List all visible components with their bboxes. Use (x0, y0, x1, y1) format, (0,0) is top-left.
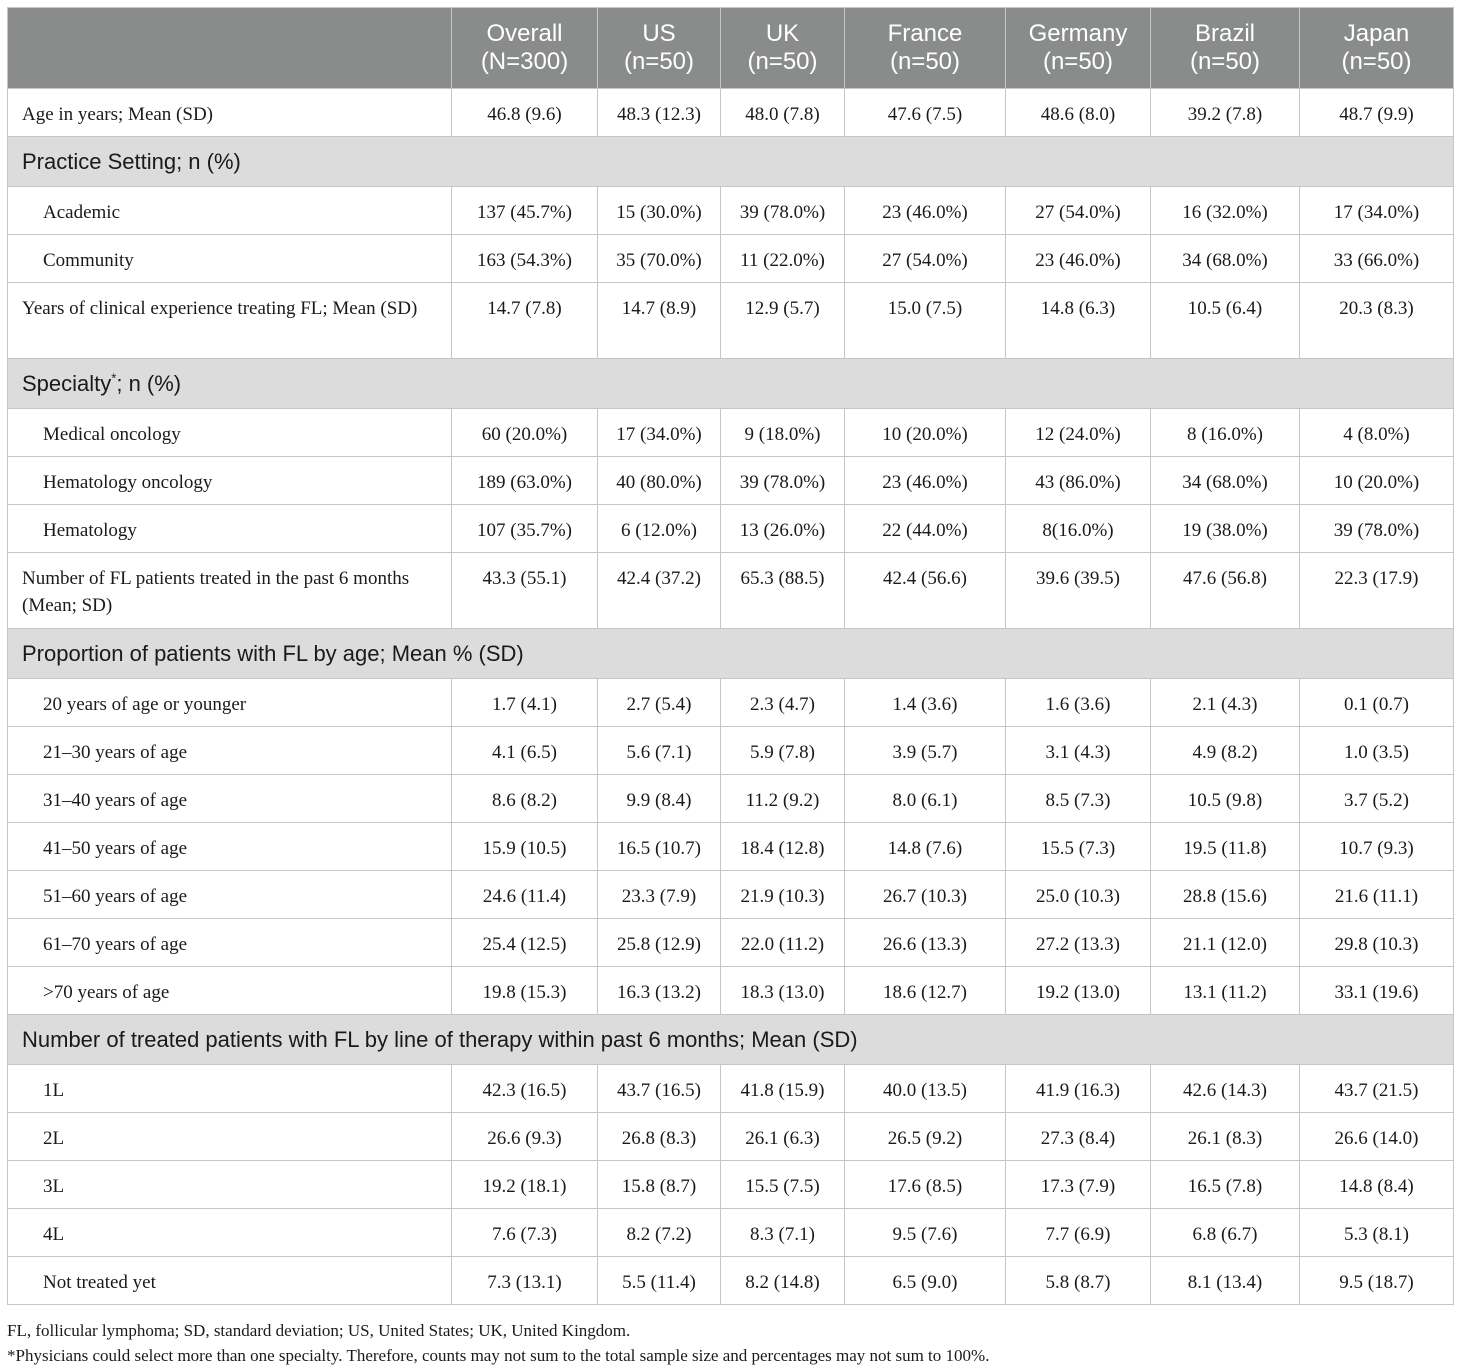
table-row (8, 187, 1454, 235)
demographics-table (7, 7, 1454, 1305)
value-cell: 26.1 (6.3) (721, 1113, 845, 1161)
table-container (7, 7, 1454, 1305)
value-cell: 8.1 (13.4) (1151, 1257, 1300, 1305)
row-label: Number of FL patients treated in the past 6 months (Mean; SD) (8, 553, 452, 629)
section-header-row (8, 629, 1454, 679)
table-row (8, 1257, 1454, 1305)
row-label: 41–50 years of age (8, 823, 452, 871)
value-cell: 6.8 (6.7) (1151, 1209, 1300, 1257)
header-cell-label (8, 8, 452, 89)
value-cell: 47.6 (7.5) (845, 89, 1006, 137)
value-cell: 25.4 (12.5) (452, 919, 598, 967)
row-label: 61–70 years of age (8, 919, 452, 967)
header-name: Japan (1343, 20, 1410, 47)
value-cell: 5.3 (8.1) (1300, 1209, 1454, 1257)
table-row (8, 1161, 1454, 1209)
value-cell: 13.1 (11.2) (1151, 967, 1300, 1015)
value-cell: 34 (68.0%) (1151, 457, 1300, 505)
value-cell: 21.9 (10.3) (721, 871, 845, 919)
value-cell: 15.5 (7.5) (721, 1161, 845, 1209)
value-cell: 22.0 (11.2) (721, 919, 845, 967)
value-cell: 16.5 (10.7) (598, 823, 721, 871)
value-cell: 47.6 (56.8) (1151, 553, 1300, 629)
value-cell: 39 (78.0%) (721, 457, 845, 505)
value-cell: 8.6 (8.2) (452, 775, 598, 823)
header-sample-size: (n=50) (747, 48, 818, 75)
value-cell: 3.7 (5.2) (1300, 775, 1454, 823)
value-cell: 5.6 (7.1) (598, 727, 721, 775)
value-cell: 10.5 (6.4) (1151, 283, 1300, 359)
value-cell: 48.7 (9.9) (1300, 89, 1454, 137)
table-row (8, 1209, 1454, 1257)
value-cell: 16 (32.0%) (1151, 187, 1300, 235)
value-cell: 33.1 (19.6) (1300, 967, 1454, 1015)
value-cell: 26.6 (9.3) (452, 1113, 598, 1161)
table-row (8, 727, 1454, 775)
value-cell: 11.2 (9.2) (721, 775, 845, 823)
value-cell: 26.7 (10.3) (845, 871, 1006, 919)
value-cell: 13 (26.0%) (721, 505, 845, 553)
value-cell: 9.5 (18.7) (1300, 1257, 1454, 1305)
section-header (8, 1015, 1454, 1065)
section-label: Proportion of patients with FL by age; Mean % (SD) (22, 641, 524, 666)
value-cell: 26.6 (14.0) (1300, 1113, 1454, 1161)
table-row (8, 919, 1454, 967)
header-sample-size: (n=50) (1189, 48, 1261, 75)
row-label: 21–30 years of age (8, 727, 452, 775)
value-cell: 25.8 (12.9) (598, 919, 721, 967)
value-cell: 2.3 (4.7) (721, 679, 845, 727)
value-cell: 40 (80.0%) (598, 457, 721, 505)
value-cell: 4.1 (6.5) (452, 727, 598, 775)
section-header (8, 359, 1454, 409)
header-name: US (642, 20, 676, 47)
value-cell: 8.2 (7.2) (598, 1209, 721, 1257)
table-row (8, 553, 1454, 629)
table-row (8, 283, 1454, 359)
table-row (8, 505, 1454, 553)
value-cell: 163 (54.3%) (452, 235, 598, 283)
header-name: UK (765, 20, 800, 47)
value-cell: 6 (12.0%) (598, 505, 721, 553)
value-cell: 5.9 (7.8) (721, 727, 845, 775)
header-cell-col-6 (1151, 8, 1300, 89)
row-label: 4L (8, 1209, 452, 1257)
value-cell: 41.8 (15.9) (721, 1065, 845, 1113)
section-label: Number of treated patients with FL by line of therapy within past 6 months; Mean (SD) (22, 1027, 858, 1052)
value-cell: 137 (45.7%) (452, 187, 598, 235)
value-cell: 15.9 (10.5) (452, 823, 598, 871)
value-cell: 10 (20.0%) (1300, 457, 1454, 505)
value-cell: 17 (34.0%) (598, 409, 721, 457)
value-cell: 27 (54.0%) (845, 235, 1006, 283)
table-row (8, 823, 1454, 871)
value-cell: 5.8 (8.7) (1006, 1257, 1151, 1305)
value-cell: 10.5 (9.8) (1151, 775, 1300, 823)
header-cell-col-3 (721, 8, 845, 89)
row-label: 3L (8, 1161, 452, 1209)
value-cell: 8(16.0%) (1006, 505, 1151, 553)
value-cell: 26.5 (9.2) (845, 1113, 1006, 1161)
value-cell: 17 (34.0%) (1300, 187, 1454, 235)
row-label: Medical oncology (8, 409, 452, 457)
value-cell: 11 (22.0%) (721, 235, 845, 283)
value-cell: 18.4 (12.8) (721, 823, 845, 871)
value-cell: 48.0 (7.8) (721, 89, 845, 137)
table-row (8, 775, 1454, 823)
value-cell: 12 (24.0%) (1006, 409, 1151, 457)
value-cell: 42.3 (16.5) (452, 1065, 598, 1113)
value-cell: 24.6 (11.4) (452, 871, 598, 919)
value-cell: 0.1 (0.7) (1300, 679, 1454, 727)
value-cell: 8.2 (14.8) (721, 1257, 845, 1305)
header-cell-col-1 (452, 8, 598, 89)
value-cell: 17.6 (8.5) (845, 1161, 1006, 1209)
row-label: 1L (8, 1065, 452, 1113)
section-header-row (8, 137, 1454, 187)
value-cell: 1.7 (4.1) (452, 679, 598, 727)
header-cell-col-2 (598, 8, 721, 89)
value-cell: 35 (70.0%) (598, 235, 721, 283)
value-cell: 16.3 (13.2) (598, 967, 721, 1015)
value-cell: 26.1 (8.3) (1151, 1113, 1300, 1161)
value-cell: 34 (68.0%) (1151, 235, 1300, 283)
footnote-marker: * (111, 370, 117, 386)
table-row (8, 235, 1454, 283)
section-header (8, 629, 1454, 679)
value-cell: 23 (46.0%) (1006, 235, 1151, 283)
value-cell: 12.9 (5.7) (721, 283, 845, 359)
value-cell: 14.7 (8.9) (598, 283, 721, 359)
table-row (8, 1113, 1454, 1161)
row-label: Age in years; Mean (SD) (8, 89, 452, 137)
value-cell: 14.7 (7.8) (452, 283, 598, 359)
header-sample-size: (n=50) (889, 48, 961, 75)
header-name: France (887, 20, 963, 47)
value-cell: 6.5 (9.0) (845, 1257, 1006, 1305)
value-cell: 107 (35.7%) (452, 505, 598, 553)
value-cell: 15.0 (7.5) (845, 283, 1006, 359)
header-name: Germany (1028, 20, 1128, 47)
value-cell: 19 (38.0%) (1151, 505, 1300, 553)
table-row (8, 967, 1454, 1015)
table-row (8, 679, 1454, 727)
value-cell: 39 (78.0%) (721, 187, 845, 235)
footnotes (7, 1318, 1453, 1368)
value-cell: 2.7 (5.4) (598, 679, 721, 727)
value-cell: 41.9 (16.3) (1006, 1065, 1151, 1113)
value-cell: 1.4 (3.6) (845, 679, 1006, 727)
value-cell: 14.8 (8.4) (1300, 1161, 1454, 1209)
value-cell: 20.3 (8.3) (1300, 283, 1454, 359)
table-row (8, 89, 1454, 137)
value-cell: 9.5 (7.6) (845, 1209, 1006, 1257)
value-cell: 19.2 (18.1) (452, 1161, 598, 1209)
row-label: Academic (8, 187, 452, 235)
value-cell: 9 (18.0%) (721, 409, 845, 457)
value-cell: 5.5 (11.4) (598, 1257, 721, 1305)
row-label: >70 years of age (8, 967, 452, 1015)
value-cell: 3.1 (4.3) (1006, 727, 1151, 775)
value-cell: 43.7 (16.5) (598, 1065, 721, 1113)
value-cell: 42.6 (14.3) (1151, 1065, 1300, 1113)
table-row (8, 871, 1454, 919)
value-cell: 15.5 (7.3) (1006, 823, 1151, 871)
value-cell: 18.3 (13.0) (721, 967, 845, 1015)
value-cell: 9.9 (8.4) (598, 775, 721, 823)
section-header-row (8, 1015, 1454, 1065)
table-body (8, 89, 1454, 1305)
value-cell: 23 (46.0%) (845, 187, 1006, 235)
value-cell: 27.3 (8.4) (1006, 1113, 1151, 1161)
value-cell: 43.7 (21.5) (1300, 1065, 1454, 1113)
value-cell: 10.7 (9.3) (1300, 823, 1454, 871)
value-cell: 19.8 (15.3) (452, 967, 598, 1015)
row-label: Hematology (8, 505, 452, 553)
value-cell: 27.2 (13.3) (1006, 919, 1151, 967)
header-sample-size: (N=300) (480, 48, 569, 75)
row-label: 2L (8, 1113, 452, 1161)
value-cell: 39.6 (39.5) (1006, 553, 1151, 629)
value-cell: 8 (16.0%) (1151, 409, 1300, 457)
table-row (8, 1065, 1454, 1113)
value-cell: 21.6 (11.1) (1300, 871, 1454, 919)
header-row (8, 8, 1454, 89)
value-cell: 65.3 (88.5) (721, 553, 845, 629)
value-cell: 40.0 (13.5) (845, 1065, 1006, 1113)
value-cell: 18.6 (12.7) (845, 967, 1006, 1015)
value-cell: 22.3 (17.9) (1300, 553, 1454, 629)
value-cell: 23 (46.0%) (845, 457, 1006, 505)
value-cell: 23.3 (7.9) (598, 871, 721, 919)
value-cell: 8.3 (7.1) (721, 1209, 845, 1257)
value-cell: 33 (66.0%) (1300, 235, 1454, 283)
value-cell: 7.6 (7.3) (452, 1209, 598, 1257)
value-cell: 15.8 (8.7) (598, 1161, 721, 1209)
header-name: Overall (486, 20, 563, 47)
value-cell: 43 (86.0%) (1006, 457, 1151, 505)
value-cell: 48.3 (12.3) (598, 89, 721, 137)
value-cell: 15 (30.0%) (598, 187, 721, 235)
value-cell: 1.6 (3.6) (1006, 679, 1151, 727)
value-cell: 28.8 (15.6) (1151, 871, 1300, 919)
value-cell: 1.0 (3.5) (1300, 727, 1454, 775)
value-cell: 4 (8.0%) (1300, 409, 1454, 457)
value-cell: 21.1 (12.0) (1151, 919, 1300, 967)
row-label: Community (8, 235, 452, 283)
value-cell: 48.6 (8.0) (1006, 89, 1151, 137)
value-cell: 43.3 (55.1) (452, 553, 598, 629)
table-row (8, 457, 1454, 505)
value-cell: 19.5 (11.8) (1151, 823, 1300, 871)
value-cell: 189 (63.0%) (452, 457, 598, 505)
row-label: 20 years of age or younger (8, 679, 452, 727)
value-cell: 8.0 (6.1) (845, 775, 1006, 823)
table-header (8, 8, 1454, 89)
table-row (8, 409, 1454, 457)
value-cell: 14.8 (7.6) (845, 823, 1006, 871)
value-cell: 2.1 (4.3) (1151, 679, 1300, 727)
section-label: Specialty (22, 371, 112, 396)
value-cell: 7.3 (13.1) (452, 1257, 598, 1305)
row-label: Hematology oncology (8, 457, 452, 505)
header-cell-col-5 (1006, 8, 1151, 89)
value-cell: 14.8 (6.3) (1006, 283, 1151, 359)
row-label: Not treated yet (8, 1257, 452, 1305)
value-cell: 22 (44.0%) (845, 505, 1006, 553)
value-cell: 4.9 (8.2) (1151, 727, 1300, 775)
value-cell: 60 (20.0%) (452, 409, 598, 457)
value-cell: 7.7 (6.9) (1006, 1209, 1151, 1257)
section-header-row (8, 359, 1454, 409)
value-cell: 10 (20.0%) (845, 409, 1006, 457)
value-cell: 26.6 (13.3) (845, 919, 1006, 967)
footnote-abbreviations: FL, follicular lymphoma; SD, standard deviation; US, United States; UK, United Kingdom. (7, 1321, 631, 1340)
row-label: 51–60 years of age (8, 871, 452, 919)
section-label: Practice Setting; n (%) (22, 149, 241, 174)
value-cell: 39.2 (7.8) (1151, 89, 1300, 137)
footnote-specialty: *Physicians could select more than one specialty. Therefore, counts may not sum to the total sample size and percentages may not sum to 100%. (7, 1346, 990, 1365)
row-label: 31–40 years of age (8, 775, 452, 823)
header-sample-size: (n=50) (623, 48, 695, 75)
header-sample-size: (n=50) (1042, 48, 1114, 75)
value-cell: 42.4 (37.2) (598, 553, 721, 629)
header-cell-col-4 (845, 8, 1006, 89)
header-sample-size: (n=50) (1341, 48, 1412, 75)
value-cell: 17.3 (7.9) (1006, 1161, 1151, 1209)
header-name: Brazil (1194, 20, 1255, 47)
value-cell: 25.0 (10.3) (1006, 871, 1151, 919)
value-cell: 26.8 (8.3) (598, 1113, 721, 1161)
row-label: Years of clinical experience treating FL; Mean (SD) (8, 283, 452, 359)
value-cell: 19.2 (13.0) (1006, 967, 1151, 1015)
value-cell: 42.4 (56.6) (845, 553, 1006, 629)
value-cell: 16.5 (7.8) (1151, 1161, 1300, 1209)
value-cell: 3.9 (5.7) (845, 727, 1006, 775)
value-cell: 29.8 (10.3) (1300, 919, 1454, 967)
section-header (8, 137, 1454, 187)
header-cell-col-7 (1300, 8, 1454, 89)
value-cell: 46.8 (9.6) (452, 89, 598, 137)
value-cell: 39 (78.0%) (1300, 505, 1454, 553)
section-label-suffix: ; n (%) (116, 371, 182, 396)
value-cell: 27 (54.0%) (1006, 187, 1151, 235)
value-cell: 8.5 (7.3) (1006, 775, 1151, 823)
